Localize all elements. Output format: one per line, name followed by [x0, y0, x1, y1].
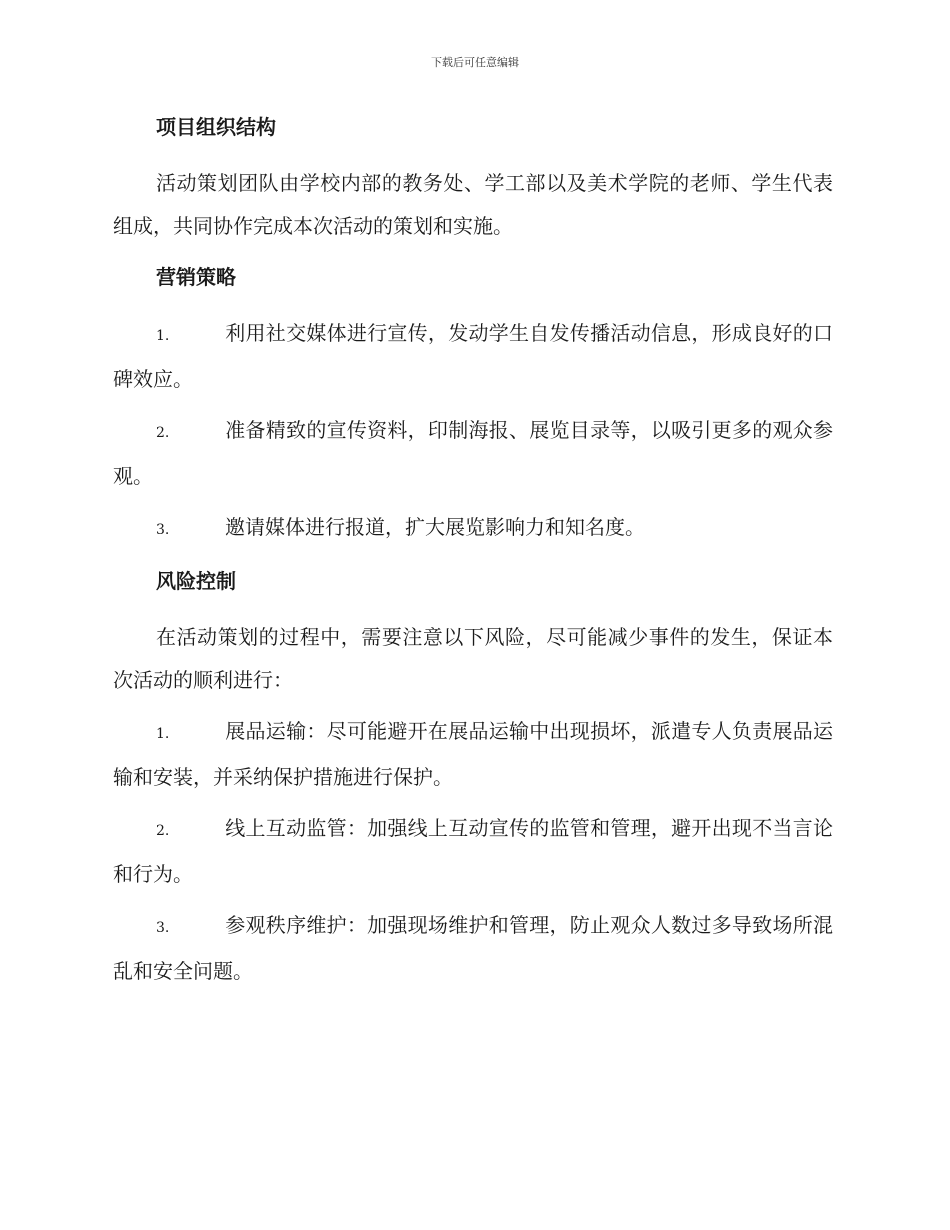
- list-item-number: 3.: [156, 920, 170, 936]
- section-paragraph: 在活动策划的过程中，需要注意以下风险，尽可能减少事件的发生，保证本次活动的顺利进行：: [113, 625, 833, 692]
- list-item-number: 2.: [156, 425, 170, 441]
- section-paragraph: 活动策划团队由学校内部的教务处、学工部以及美术学院的老师、学生代表组成，共同协作完成本次活动的策划和实施。: [113, 171, 833, 238]
- list-item: [113, 506, 833, 552]
- list-item-text: 参观秩序维护：加强现场维护和管理，防止观众人数过多导致场所混乱和安全问题。: [113, 913, 833, 983]
- section-heading: 营销策略: [156, 265, 236, 289]
- list-item-text: 邀请媒体进行报道，扩大展览影响力和知名度。: [225, 515, 645, 539]
- list-item: [113, 710, 833, 799]
- page-header: 下载后可任意编辑: [431, 56, 519, 69]
- section-heading: 项目组织结构: [156, 115, 276, 139]
- list-item: [113, 312, 833, 401]
- list-item-text: 准备精致的宣传资料，印制海报、展览目录等，以吸引更多的观众参观。: [113, 418, 833, 488]
- list-item-number: 2.: [156, 823, 170, 839]
- list-item-number: 3.: [156, 522, 170, 538]
- section-heading: 风险控制: [156, 569, 236, 593]
- list-item-number: 1.: [156, 726, 170, 742]
- document-body: [113, 108, 833, 1001]
- list-item: [113, 904, 833, 993]
- list-item: [113, 807, 833, 896]
- list-item-text: 线上互动监管：加强线上互动宣传的监管和管理，避开出现不当言论和行为。: [113, 816, 833, 886]
- list-item-number: 1.: [156, 328, 170, 344]
- list-item-text: 展品运输：尽可能避开在展品运输中出现损坏，派遣专人负责展品运输和安装，并采纳保护措施进行保护。: [113, 719, 833, 789]
- list-item-text: 利用社交媒体进行宣传，发动学生自发传播活动信息，形成良好的口碑效应。: [113, 321, 833, 391]
- list-item: [113, 409, 833, 498]
